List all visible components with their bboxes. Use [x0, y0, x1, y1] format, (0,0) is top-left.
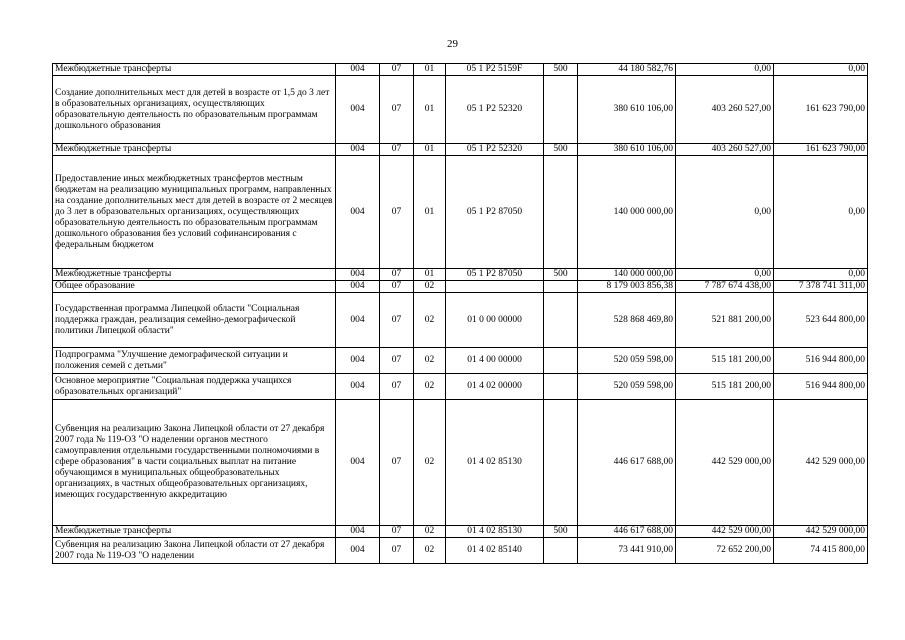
cell-amount-3: 0,00: [774, 64, 868, 76]
cell-name: Предоставление иных межбюджетных трансфертов местным бюджетам на реализацию муниципальных программ, направленных на создание дополнительных мест для детей в возрасте от 2 месяцев до 3 лет в образовательных организациях, осуществляющих образовательную деятельность по образовательным программам дошкольного образования без условий софинансирования с федеральным бюджетом: [53, 156, 336, 269]
cell-target-article: 01 4 02 85130: [446, 526, 544, 538]
cell-amount-2: 442 529 000,00: [676, 526, 774, 538]
cell-amount-1: 446 617 688,00: [578, 526, 676, 538]
cell-expense-type: 500: [544, 144, 578, 156]
cell-grbs: 004: [336, 374, 380, 400]
table-row: [53, 293, 868, 348]
cell-amount-3: 442 529 000,00: [774, 400, 868, 526]
cell-amount-3: 161 623 790,00: [774, 144, 868, 156]
cell-target-article: 05 1 P2 87050: [446, 156, 544, 269]
cell-amount-3: 7 378 741 311,00: [774, 281, 868, 293]
table-row: [53, 374, 868, 400]
cell-section: 07: [380, 64, 414, 76]
cell-subsection: 02: [414, 400, 446, 526]
cell-expense-type: [544, 374, 578, 400]
cell-amount-1: 380 610 106,00: [578, 76, 676, 144]
cell-section: 07: [380, 400, 414, 526]
cell-grbs: 004: [336, 64, 380, 76]
cell-name: Субвенция на реализацию Закона Липецкой области от 27 декабря 2007 года № 119-ОЗ "О наделении органов местного самоуправления отдельными государственными полномочиями в сфере образования" в части социальных выплат на питание обучающимся в муниципальных общеобразовательных организациях, в частных общеобразовательных организациях, имеющих государственную аккредитацию: [53, 400, 336, 526]
table-row: [53, 76, 868, 144]
cell-amount-2: 0,00: [676, 156, 774, 269]
table-row: [53, 400, 868, 526]
table-row: [53, 156, 868, 269]
cell-amount-2: 0,00: [676, 64, 774, 76]
cell-amount-2: 442 529 000,00: [676, 400, 774, 526]
cell-amount-1: 446 617 688,00: [578, 400, 676, 526]
cell-amount-2: 515 181 200,00: [676, 348, 774, 374]
cell-target-article: 01 4 00 00000: [446, 348, 544, 374]
cell-expense-type: 500: [544, 269, 578, 281]
cell-expense-type: [544, 156, 578, 269]
cell-name: Государственная программа Липецкой области "Социальная поддержка граждан, реализация семейно-демографической политики Липецкой области": [53, 293, 336, 348]
cell-name: Основное мероприятие "Социальная поддержка учащихся образовательных организаций": [53, 374, 336, 400]
cell-grbs: 004: [336, 144, 380, 156]
table-row: [53, 269, 868, 281]
cell-section: 07: [380, 538, 414, 564]
cell-target-article: 05 1 P2 5159F: [446, 64, 544, 76]
cell-expense-type: [544, 76, 578, 144]
cell-name: Межбюджетные трансферты: [53, 64, 336, 76]
cell-name: Общее образование: [53, 281, 336, 293]
cell-subsection: 01: [414, 156, 446, 269]
cell-subsection: 02: [414, 293, 446, 348]
cell-subsection: 01: [414, 76, 446, 144]
cell-subsection: 02: [414, 538, 446, 564]
cell-subsection: 02: [414, 348, 446, 374]
cell-target-article: 01 0 00 00000: [446, 293, 544, 348]
cell-amount-1: 140 000 000,00: [578, 269, 676, 281]
cell-subsection: 02: [414, 281, 446, 293]
cell-target-article: 01 4 02 85130: [446, 400, 544, 526]
cell-grbs: 004: [336, 293, 380, 348]
cell-grbs: 004: [336, 526, 380, 538]
cell-amount-1: 528 868 469,80: [578, 293, 676, 348]
cell-amount-1: 8 179 003 856,38: [578, 281, 676, 293]
cell-amount-2: 403 260 527,00: [676, 144, 774, 156]
cell-name: Межбюджетные трансферты: [53, 269, 336, 281]
cell-expense-type: [544, 281, 578, 293]
cell-amount-1: 380 610 106,00: [578, 144, 676, 156]
cell-amount-3: 442 529 000,00: [774, 526, 868, 538]
cell-grbs: 004: [336, 538, 380, 564]
cell-amount-2: 72 652 200,00: [676, 538, 774, 564]
table-row: [53, 348, 868, 374]
budget-table: [52, 63, 868, 564]
cell-amount-1: 520 059 598,00: [578, 374, 676, 400]
cell-name: Межбюджетные трансферты: [53, 526, 336, 538]
cell-grbs: 004: [336, 348, 380, 374]
cell-amount-3: 516 944 800,00: [774, 374, 868, 400]
cell-name: Создание дополнительных мест для детей в возрасте от 1,5 до 3 лет в образовательных организациях, осуществляющих образовательную деятельность по образовательным программам дошкольного образования: [53, 76, 336, 144]
cell-amount-2: 403 260 527,00: [676, 76, 774, 144]
table-row: [53, 281, 868, 293]
cell-section: 07: [380, 281, 414, 293]
table-row: [53, 526, 868, 538]
cell-amount-3: 516 944 800,00: [774, 348, 868, 374]
cell-target-article: 01 4 02 00000: [446, 374, 544, 400]
cell-amount-1: 520 059 598,00: [578, 348, 676, 374]
cell-amount-3: 74 415 800,00: [774, 538, 868, 564]
cell-expense-type: 500: [544, 64, 578, 76]
cell-name: Субвенция на реализацию Закона Липецкой области от 27 декабря 2007 года № 119-ОЗ "О наделении: [53, 538, 336, 564]
cell-grbs: 004: [336, 76, 380, 144]
cell-section: 07: [380, 269, 414, 281]
cell-target-article: 05 1 P2 52320: [446, 144, 544, 156]
cell-target-article: 05 1 P2 87050: [446, 269, 544, 281]
cell-grbs: 004: [336, 281, 380, 293]
cell-amount-2: 0,00: [676, 269, 774, 281]
page-number: 29: [447, 38, 458, 50]
cell-expense-type: 500: [544, 526, 578, 538]
table-row: [53, 538, 868, 564]
cell-section: 07: [380, 348, 414, 374]
cell-amount-3: 161 623 790,00: [774, 76, 868, 144]
table-row: [53, 144, 868, 156]
cell-amount-1: 73 441 910,00: [578, 538, 676, 564]
cell-amount-2: 515 181 200,00: [676, 374, 774, 400]
cell-target-article: 01 4 02 85140: [446, 538, 544, 564]
cell-grbs: 004: [336, 269, 380, 281]
cell-section: 07: [380, 76, 414, 144]
cell-expense-type: [544, 293, 578, 348]
cell-subsection: 02: [414, 526, 446, 538]
cell-name: Подпрограмма "Улучшение демографической ситуации и положения семей с детьми": [53, 348, 336, 374]
cell-subsection: 01: [414, 144, 446, 156]
cell-amount-3: 523 644 800,00: [774, 293, 868, 348]
cell-subsection: 02: [414, 374, 446, 400]
cell-amount-2: 521 881 200,00: [676, 293, 774, 348]
cell-grbs: 004: [336, 156, 380, 269]
cell-expense-type: [544, 538, 578, 564]
cell-section: 07: [380, 156, 414, 269]
cell-subsection: 01: [414, 269, 446, 281]
cell-subsection: 01: [414, 64, 446, 76]
cell-amount-1: 44 180 582,76: [578, 64, 676, 76]
cell-expense-type: [544, 400, 578, 526]
cell-amount-2: 7 787 674 438,00: [676, 281, 774, 293]
cell-name: Межбюджетные трансферты: [53, 144, 336, 156]
table-row: [53, 64, 868, 76]
cell-grbs: 004: [336, 400, 380, 526]
cell-section: 07: [380, 374, 414, 400]
cell-expense-type: [544, 348, 578, 374]
cell-target-article: [446, 281, 544, 293]
cell-amount-1: 140 000 000,00: [578, 156, 676, 269]
cell-section: 07: [380, 293, 414, 348]
cell-section: 07: [380, 526, 414, 538]
cell-section: 07: [380, 144, 414, 156]
cell-target-article: 05 1 P2 52320: [446, 76, 544, 144]
cell-amount-3: 0,00: [774, 156, 868, 269]
cell-amount-3: 0,00: [774, 269, 868, 281]
